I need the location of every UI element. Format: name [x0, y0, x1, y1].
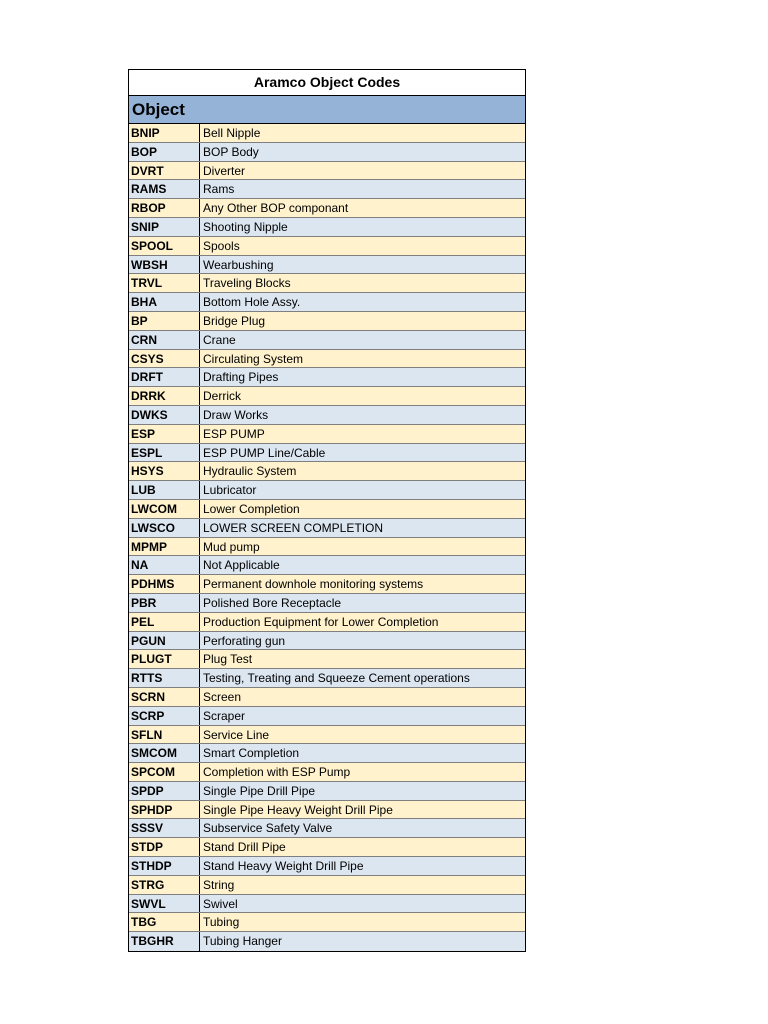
object-description: Shooting Nipple [203, 219, 288, 234]
object-code: RAMS [129, 180, 200, 198]
object-code: RTTS [129, 669, 200, 687]
table-row [129, 838, 525, 857]
object-code: SPHDP [129, 801, 200, 819]
object-description: Bottom Hole Assy. [203, 295, 301, 310]
object-code: SNIP [129, 218, 200, 236]
object-description: Rams [203, 182, 235, 197]
object-description: Any Other BOP componant [203, 201, 349, 216]
object-code: HSYS [129, 462, 200, 480]
object-code: TRVL [129, 274, 200, 292]
table-row [129, 425, 525, 444]
object-code: LUB [129, 481, 200, 499]
object-description: Drafting Pipes [203, 370, 279, 385]
object-description: Draw Works [203, 407, 269, 422]
object-code: SCRN [129, 688, 200, 706]
table-row [129, 124, 525, 143]
table-row [129, 575, 525, 594]
object-description: Smart Completion [203, 746, 300, 761]
object-code: PEL [129, 613, 200, 631]
object-description: Single Pipe Heavy Weight Drill Pipe [203, 802, 393, 817]
object-description: Stand Heavy Weight Drill Pipe [203, 859, 364, 874]
object-description: Diverter [203, 163, 246, 178]
object-code: SPDP [129, 782, 200, 800]
table-row [129, 406, 525, 425]
object-description: Bell Nipple [203, 126, 261, 140]
table-row [129, 782, 525, 801]
object-code: MPMP [129, 538, 200, 556]
table-row [129, 857, 525, 876]
object-description: Polished Bore Receptacle [203, 595, 342, 610]
object-description: Hydraulic System [203, 464, 297, 479]
object-code: TBGHR [129, 932, 200, 951]
table-title: Aramco Object Codes [129, 70, 525, 96]
object-description: Tubing Hanger [203, 934, 282, 949]
object-code: PBR [129, 594, 200, 612]
table-row [129, 199, 525, 218]
object-description: Bridge Plug [203, 313, 266, 328]
table-row [129, 726, 525, 745]
object-description: Screen [203, 689, 242, 704]
table-row [129, 519, 525, 538]
table-row [129, 218, 525, 237]
object-description: Completion with ESP Pump [203, 765, 351, 780]
object-description: ESP PUMP [203, 426, 265, 441]
object-description: Not Applicable [203, 558, 280, 573]
table-row [129, 237, 525, 256]
object-description: Circulating System [203, 351, 304, 366]
object-code: LWSCO [129, 519, 200, 537]
object-description: Mud pump [203, 539, 260, 554]
table-row [129, 444, 525, 463]
object-description: Testing, Treating and Squeeze Cement operations [203, 671, 470, 686]
table-row [129, 274, 525, 293]
table-row [129, 707, 525, 726]
object-description: Swivel [203, 896, 238, 911]
table-row [129, 801, 525, 820]
object-code: BOP [129, 143, 200, 161]
object-code: WBSH [129, 256, 200, 274]
object-description: Spools [203, 238, 240, 253]
table-row [129, 256, 525, 275]
object-code: PLUGT [129, 650, 200, 668]
object-description: Production Equipment for Lower Completion [203, 614, 439, 629]
table-row [129, 312, 525, 331]
object-code: SCRP [129, 707, 200, 725]
table-row [129, 594, 525, 613]
object-code: ESP [129, 425, 200, 443]
object-description: LOWER SCREEN COMPLETION [203, 520, 384, 535]
table-row [129, 650, 525, 669]
object-code: TBG [129, 913, 200, 931]
object-code: ESPL [129, 444, 200, 462]
object-code: DRRK [129, 387, 200, 405]
table-row [129, 387, 525, 406]
object-description: Perforating gun [203, 633, 286, 648]
object-code: SWVL [129, 895, 200, 913]
object-description: Tubing [203, 915, 240, 930]
object-code: SFLN [129, 726, 200, 744]
object-code: DVRT [129, 162, 200, 180]
object-code: STDP [129, 838, 200, 856]
object-code: BNIP [129, 124, 200, 142]
table-row [129, 481, 525, 500]
object-description: Service Line [203, 727, 270, 742]
table-row [129, 538, 525, 557]
object-description: Single Pipe Drill Pipe [203, 783, 316, 798]
table-row [129, 462, 525, 481]
table-row [129, 763, 525, 782]
object-code: STHDP [129, 857, 200, 875]
table-row [129, 180, 525, 199]
object-description: Lubricator [203, 483, 257, 498]
table-row [129, 913, 525, 932]
object-code: STRG [129, 876, 200, 894]
object-code: CSYS [129, 350, 200, 368]
object-code: CRN [129, 331, 200, 349]
object-code: DWKS [129, 406, 200, 424]
table-row [129, 819, 525, 838]
object-description: Derrick [203, 389, 241, 404]
object-description: Traveling Blocks [203, 276, 291, 291]
object-code: PGUN [129, 632, 200, 650]
object-description: Lower Completion [203, 501, 300, 516]
table-body [129, 124, 525, 951]
object-description: Permanent downhole monitoring systems [203, 577, 424, 592]
object-description: Subservice Safety Valve [203, 821, 333, 836]
object-code: SPCOM [129, 763, 200, 781]
object-code: PDHMS [129, 575, 200, 593]
object-description: Stand Drill Pipe [203, 840, 286, 855]
object-code: BP [129, 312, 200, 330]
object-code: BHA [129, 293, 200, 311]
object-code: DRFT [129, 368, 200, 386]
table-row [129, 143, 525, 162]
object-description: Plug Test [203, 652, 253, 667]
table-row [129, 293, 525, 312]
table-row [129, 331, 525, 350]
table-row [129, 744, 525, 763]
object-code: SMCOM [129, 744, 200, 762]
table-row [129, 932, 525, 951]
object-description: Crane [203, 332, 236, 347]
object-description: BOP Body [203, 144, 259, 159]
object-codes-table [128, 69, 526, 952]
table-row [129, 876, 525, 895]
object-description: Wearbushing [203, 257, 274, 272]
table-row [129, 632, 525, 651]
table-row [129, 500, 525, 519]
object-code: RBOP [129, 199, 200, 217]
table-row [129, 669, 525, 688]
table-row [129, 688, 525, 707]
object-description: ESP PUMP Line/Cable [203, 445, 326, 460]
table-row [129, 556, 525, 575]
section-header: Object [129, 96, 525, 124]
object-code: SSSV [129, 819, 200, 837]
object-description: String [203, 877, 235, 892]
table-row [129, 613, 525, 632]
object-code: SPOOL [129, 237, 200, 255]
table-row [129, 368, 525, 387]
table-row [129, 895, 525, 914]
object-code: LWCOM [129, 500, 200, 518]
table-row [129, 350, 525, 369]
object-description: Scraper [203, 708, 246, 723]
object-code: NA [129, 556, 200, 574]
table-row [129, 162, 525, 181]
